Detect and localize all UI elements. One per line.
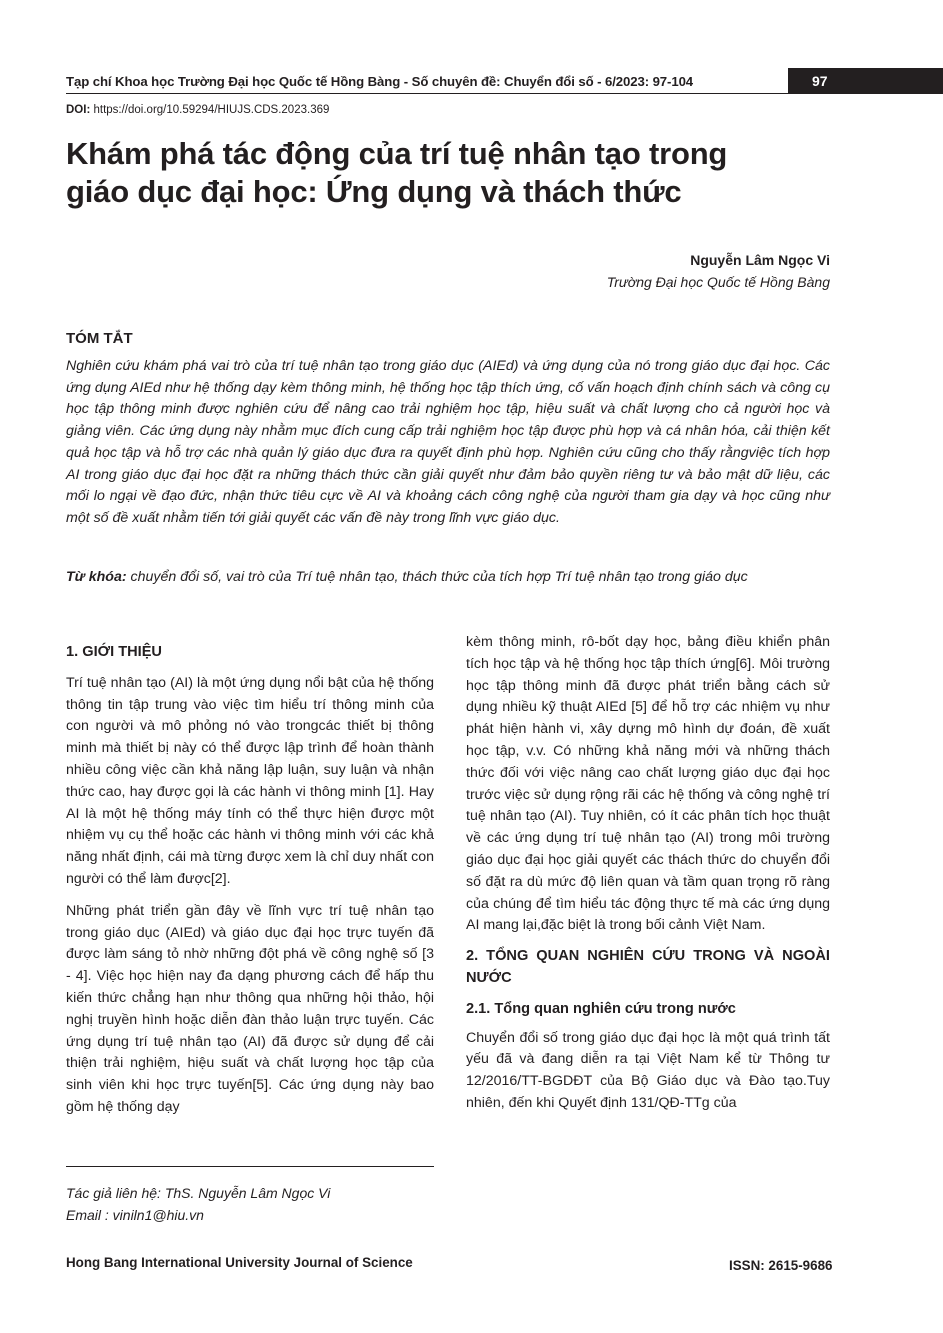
abstract-text: Nghiên cứu khám phá vai trò của trí tuệ nhân tạo trong giáo dục (AIEd) và ứng dụng của nó trong giáo dục đại học. Các ứng dụng AIEd như hệ thống dạy kèm thông minh, hệ thống học tập thích ứng, cố vấn hoạch định chính sách và công cụ học tập thông minh được nghiên cứu để nâng cao trải nghiệm học tập, hiệu suất và chất lượng cho cả người học và giảng viên. Các ứng dụng này nhằm mục đích cung cấp trải nghiệm học tập được phù hợp và cá nhân hóa, cải thiện kết quả học tập và hỗ trợ các nhà quản lý giáo dục đưa ra quyết định phù hợp. Nghiên cứu cũng cho thấy rằngviệc tích hợp AI trong giáo dục đại học đặt ra những thách thức cần giải quyết như đảm bảo quyền riêng tư và bảo mật dữ liệu, các mối lo ngại về đạo đức, nhận thức tiêu cực về AI và khoảng cách công nghệ của người tham gia dạy và học cũng như một số đề xuất nhằm tiến tới giải quyết các vấn đề này trong lĩnh vực giáo dục. [66, 358, 830, 526]
section-2-1-heading: 2.1. Tổng quan nghiên cứu trong nước [466, 1000, 736, 1017]
section-1-paragraph-2: Những phát triển gần đây về lĩnh vực trí tuệ nhân tạo trong giáo dục (AIEd) và giáo dục đại học trực tuyến đã được làm sáng tỏ nhờ những đột phá về công nghệ số [3 - 4]. Việc học hiện nay đa dạng phương cách để hấp thu kiến thức chẳng hạn như thông qua những hội thảo, hội nghị truyền hình hoặc diễn đàn thảo luận trực tuyến. Các ứng dụng trí tuệ nhân tạo (AI) đã được sử dụng để cải thiện trải nghiệm, hiệu suất và chất lượng học tập của sinh viên khi học trực tuyến[5]. Các ứng dụng này bao gồm hệ thống dạy [66, 902, 434, 1115]
right-column [466, 632, 830, 1115]
title-line-1: Khám phá tác động của trí tuệ nhân tạo trong [66, 136, 728, 171]
doi-label: DOI: [66, 104, 91, 116]
article-title [66, 135, 866, 211]
author-email[interactable]: Email : viniln1@hiu.vn [66, 1207, 204, 1223]
footnote [66, 1182, 330, 1226]
footnote-rule [66, 1166, 434, 1167]
section-2-heading: 2. TỔNG QUAN NGHIÊN CỨU TRONG VÀ NGOÀI NƯỚC [466, 948, 830, 986]
section-1-heading: 1. GIỚI THIỆU [66, 644, 162, 660]
header-rule [66, 93, 788, 94]
title-line-2: giáo dục đại học: Ứng dụng và thách thức [66, 174, 682, 209]
section-2-1-paragraph-1: Chuyển đổi số trong giáo dục đại học là một quá trình tất yếu đã và đang diễn ra tại Việt Nam kể từ Thông tư 12/2016/TT-BGDĐT của Bộ Giáo dục và Đào tạo.Tuy nhiên, đến khi Quyết định 131/QĐ-TTg của [466, 1029, 830, 1111]
footer-issn: ISSN: 2615-9686 [729, 1258, 833, 1273]
footer-journal-name: Hong Bang International University Journal of Science [66, 1255, 413, 1270]
left-column [66, 642, 434, 1119]
doi-link[interactable]: https://doi.org/10.59294/HIUJS.CDS.2023.369 [93, 104, 330, 116]
section-1-paragraph-1: Trí tuệ nhân tạo (AI) là một ứng dụng nổi bật của hệ thống thông tin tập trung vào việc tìm hiểu trí thông minh của con người và mô phỏng nó vào trongcác thiết bị thông minh mà thiết bị này có thể được lập trình để hoàn thành nhiều công việc cần khả năng lập luận, suy luận và nhận thức cao, hay được gọi là các hành vi thông minh [1]. Hay AI là một hệ thống máy tính có thể thực hiện được một nhiệm vụ cụ thể hoặc các hành vi thông minh với các khả năng nhất định, cái mà từng được xem là chỉ duy nhất con người có thể làm được[2]. [66, 674, 434, 887]
abstract-heading: TÓM TẮT [66, 330, 133, 347]
author-name: Nguyễn Lâm Ngọc Vi [690, 252, 830, 268]
doi-line [66, 104, 329, 116]
page-number-box [788, 68, 943, 94]
keywords [66, 567, 830, 588]
corresponding-author: Tác giả liên hệ: ThS. Nguyễn Lâm Ngọc Vi [66, 1185, 331, 1201]
section-1-paragraph-2-continued: kèm thông minh, rô-bốt dạy học, bảng điều khiển phân tích học tập và hệ thống học tập thích ứng[6]. Môi trường học tập thông minh đã được phát triển bằng cách sử dụng nhiều kỹ thuật AIEd [5] để hỗ trợ các nhiệm vụ như phát hiện hành vi, xây dựng mô hình dự đoán, đề xuất học tập, v.v. Có những khả năng mới và những thách thức đối với việc nâng cao chất lượng giáo dục đại học trước việc sử dụng rộng rãi các hệ thống và công nghệ trí tuệ nhân tạo (AI). Tuy nhiên, có ít các phân tích học thuật về các ứng dụng trí tuệ nhân tạo (AI) trong môi trường giáo dục đại học giải quyết các thách thức do chuyển đổi số đặt ra dù mức độ liên quan và tầm quan trọng rõ ràng của chúng để tìm hiểu tác động thực tế mà các ứng dụng AI mang lại,đặc biệt là trong bối cảnh Việt Nam. [466, 634, 830, 934]
keywords-text: chuyển đổi số, vai trò của Trí tuệ nhân tạo, thách thức của tích hợp Trí tuệ nhân tạo trong giáo dục [130, 569, 748, 585]
author-affiliation: Trường Đại học Quốc tế Hồng Bàng [606, 274, 830, 290]
page-number: 97 [812, 73, 828, 89]
journal-header: Tạp chí Khoa học Trường Đại học Quốc tế Hồng Bàng - Số chuyên đề: Chuyển đổi số - 6/2023: 97-104 [66, 74, 694, 89]
keywords-label: Từ khóa: [66, 569, 127, 585]
